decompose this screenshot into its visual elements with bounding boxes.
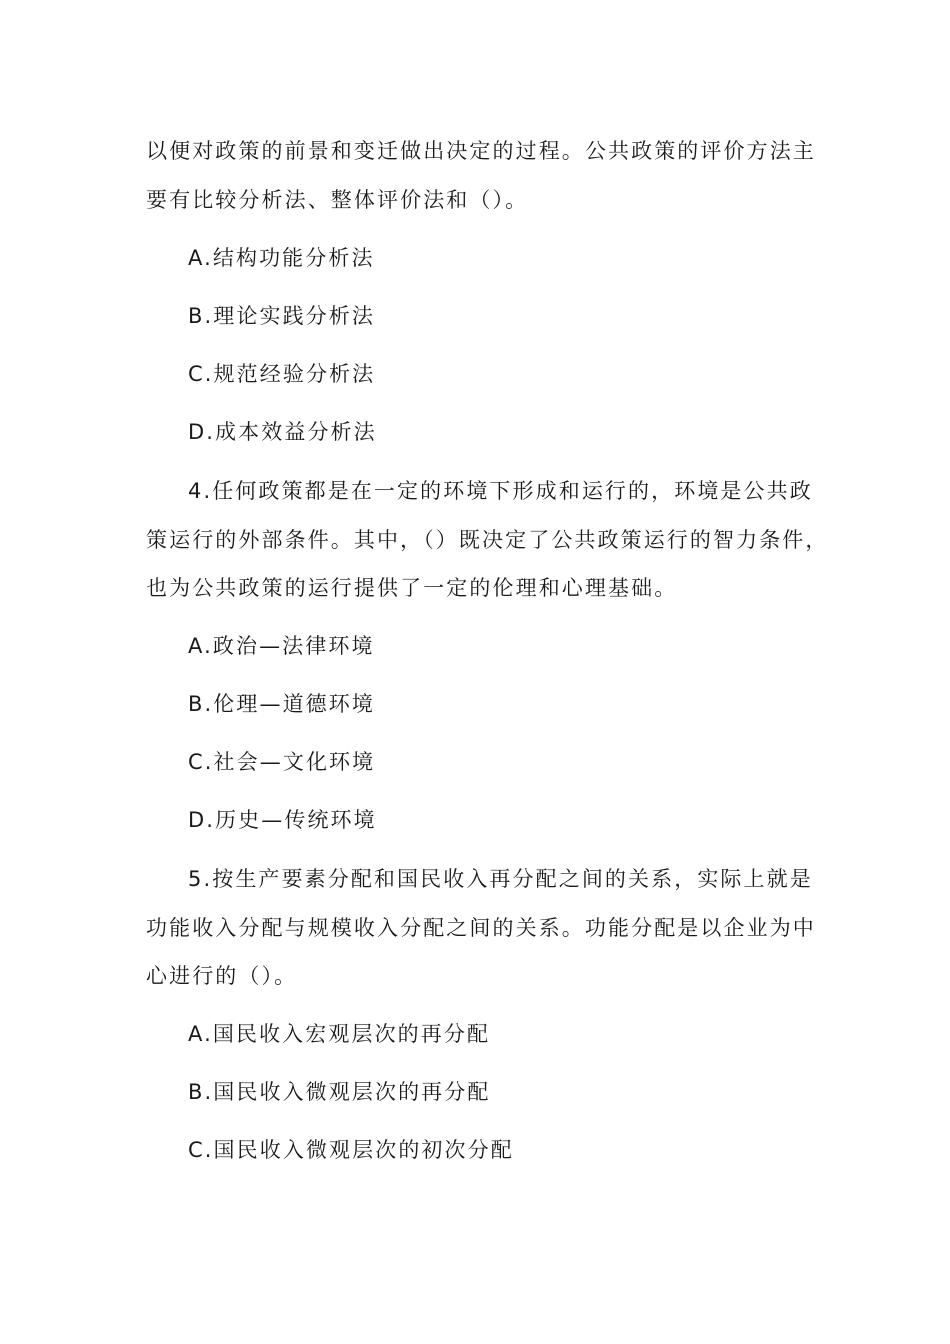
question-3-text-line-1: 以便对政策的前景和变迁做出决定的过程。公共政策的评价方法主 [146,139,816,163]
question-4-text-line-2: 策运行的外部条件。其中，（）既决定了公共政策运行的智力条件， [146,528,829,552]
question-4-text-line-1: 4.任何政策都是在一定的环境下形成和运行的，环境是公共政 [188,479,813,503]
question-3-option-c: C.规范经验分析法 [188,362,376,386]
question-4-text-line-3: 也为公共政策的运行提供了一定的伦理和心理基础。 [146,576,678,600]
question-3-option-d: D.成本效益分析法 [188,420,377,444]
question-5-text-line-1: 5.按生产要素分配和国民收入再分配之间的关系，实际上就是 [188,867,813,891]
question-5-text-line-3: 心进行的（）。 [146,964,298,988]
question-4-option-b: B.伦理—道德环境 [188,692,375,716]
question-3-text-line-2: 要有比较分析法、整体评价法和（）。 [146,188,529,212]
question-5-option-b: B.国民收入微观层次的再分配 [188,1080,491,1104]
question-5-option-a: A.国民收入宏观层次的再分配 [188,1022,491,1046]
question-4-option-c: C.社会—文化环境 [188,750,376,774]
question-4-option-a: A.政治—法律环境 [188,634,375,658]
question-3-option-b: B.理论实践分析法 [188,304,375,328]
question-5-option-c: C.国民收入微观层次的初次分配 [188,1138,514,1162]
question-4-option-d: D.历史—传统环境 [188,808,377,832]
question-5-text-line-2: 功能收入分配与规模收入分配之间的关系。功能分配是以企业为中 [146,916,816,940]
question-3-option-a: A.结构功能分析法 [188,246,375,270]
